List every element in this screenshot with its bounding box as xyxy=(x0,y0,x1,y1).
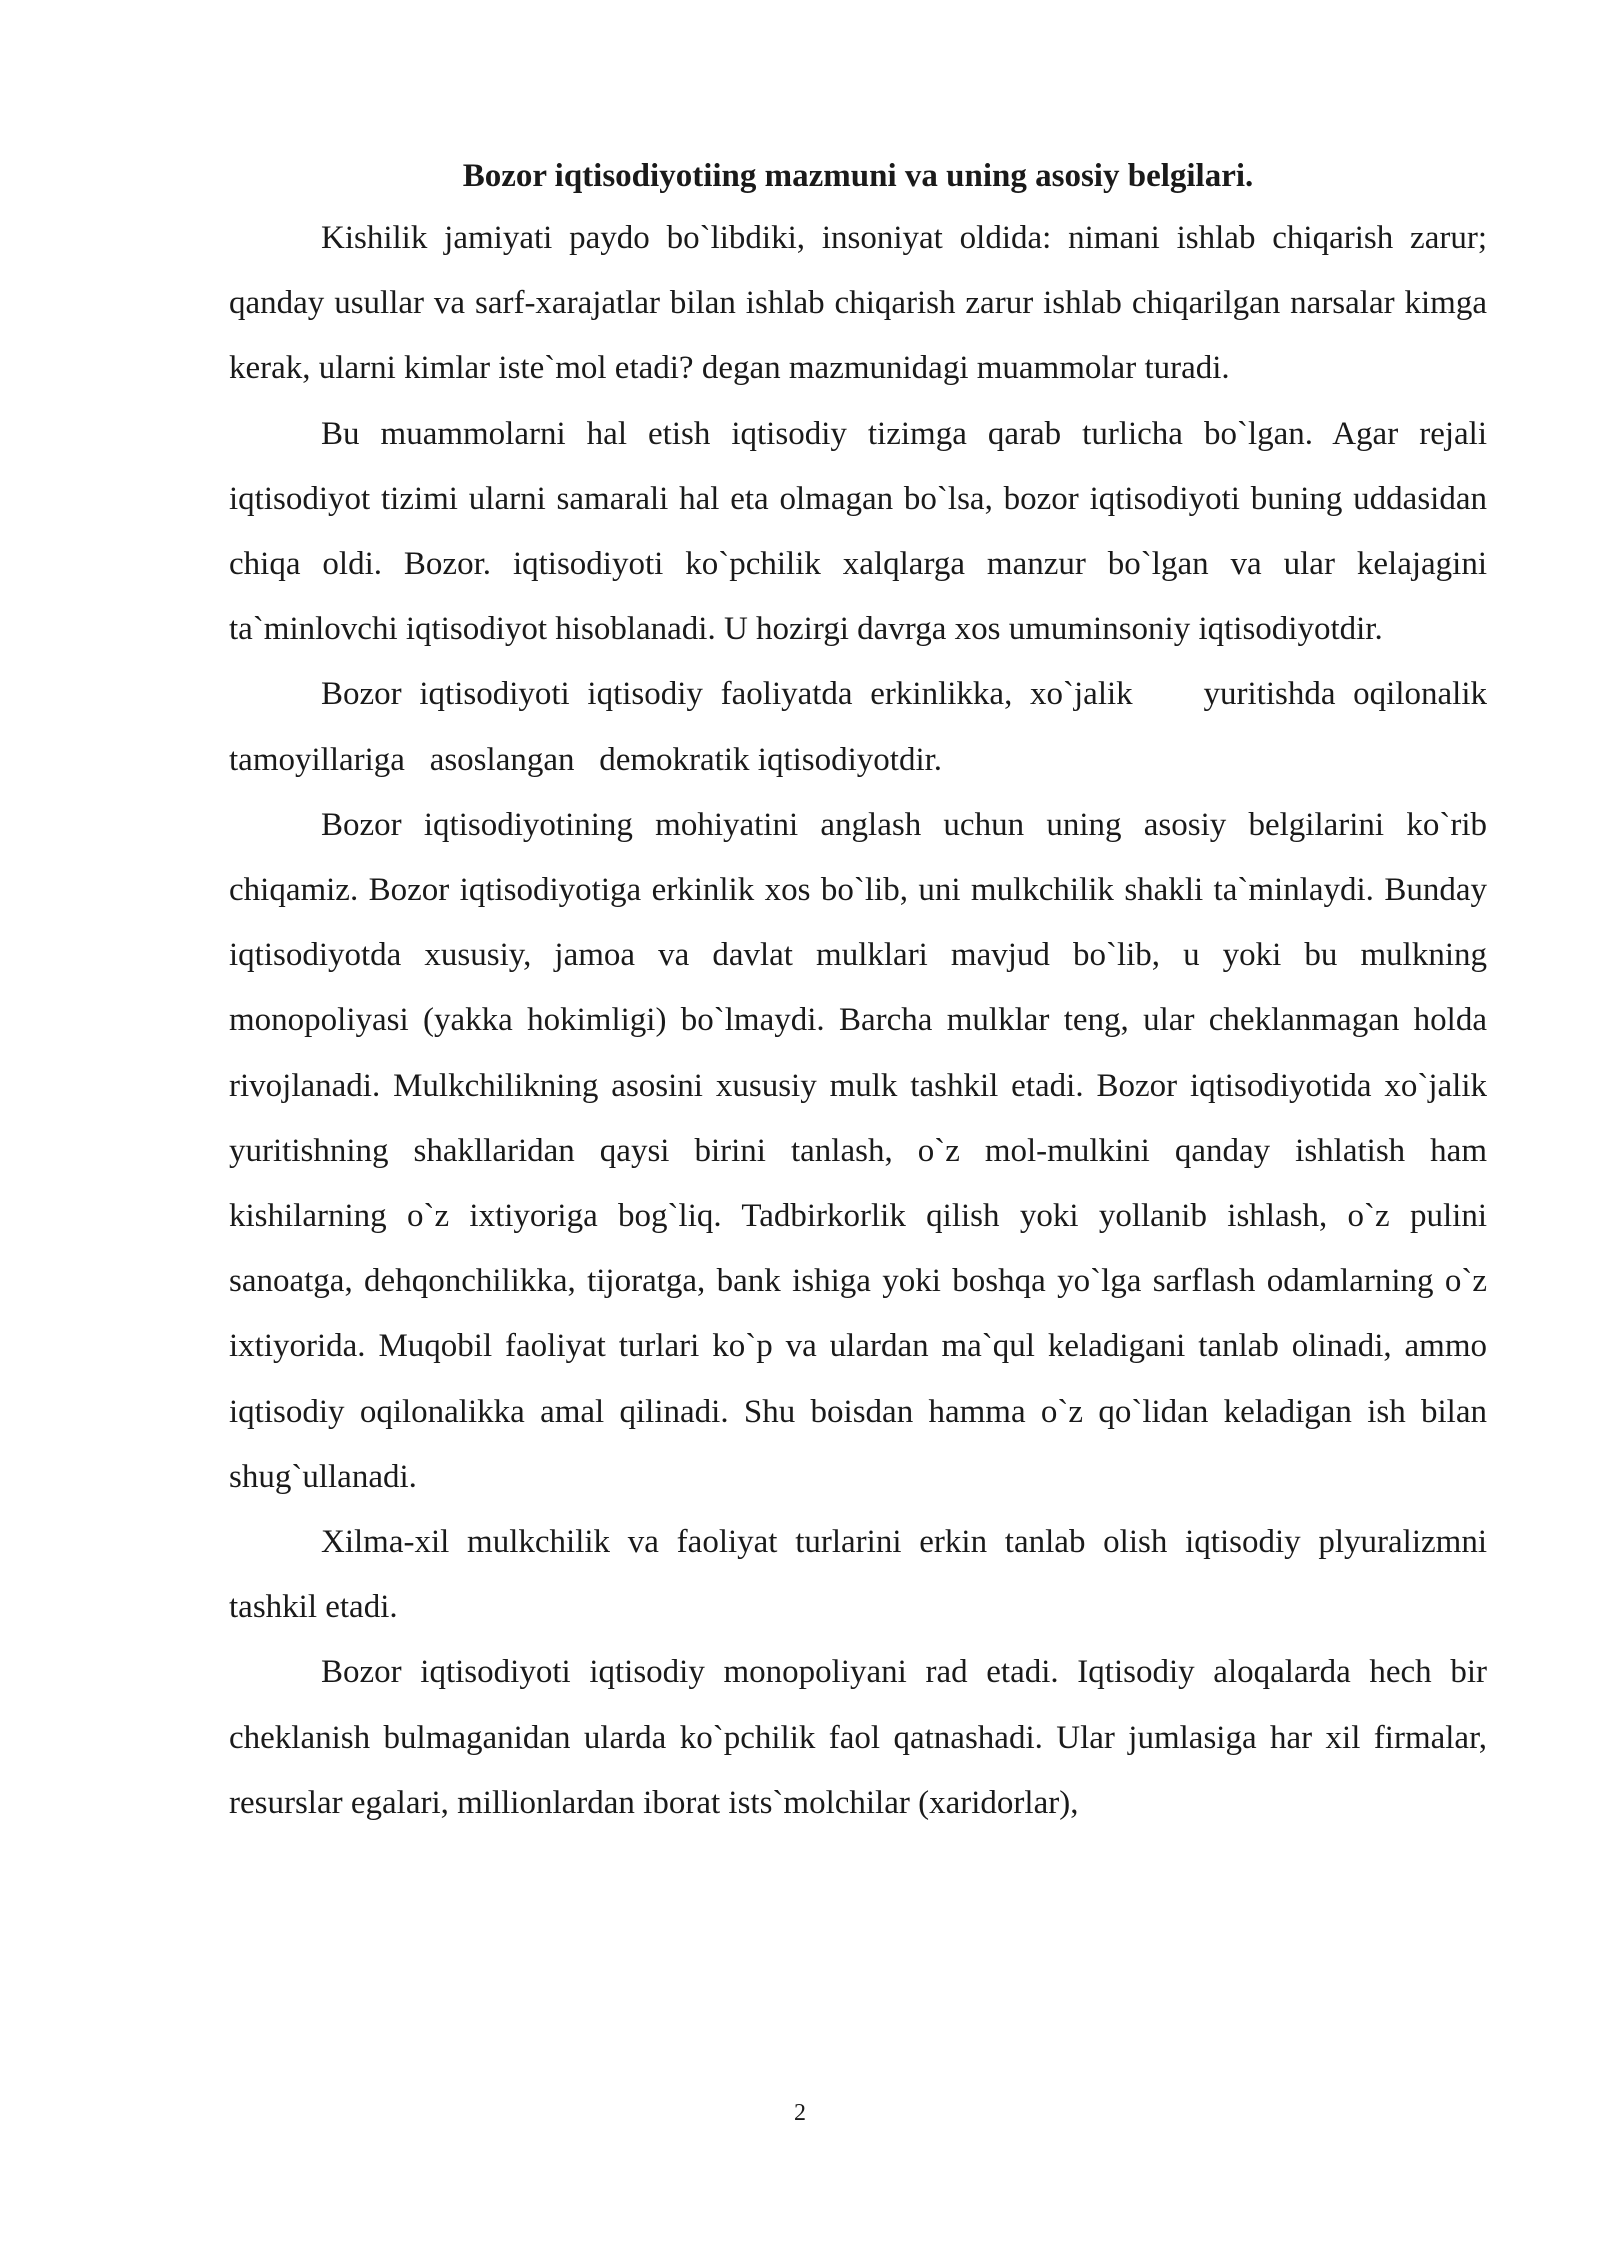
paragraph-4: Bozor iqtisodiyotining mohiyatini anglash uchun uning asosiy belgilarini ko`rib chiqamiz. Bozor iqtisodiyotiga erkinlik xos bo`lib, uni mulkchilik shakli ta`minlaydi. Bunday iqtisodiyotda xususiy, jamoa va davlat mulklari mavjud bo`lib, u yoki bu mulkning monopoliyasi (yakka hokimligi) bo`lmaydi. Barcha mulklar teng, ular cheklanmagan holda rivojlanadi. Mulkchilikning asosini xususiy mulk tashkil etadi. Bozor iqtisodiyotida xo`jalik yuritishning shakllaridan qaysi birini tanlash, o`z mol-mulkini qanday ishlatish ham kishilarning o`z ixtiyoriga bog`liq. Tadbirkorlik qilish yoki yollanib ishlash, o`z pulini sanoatga, dehqonchilikka, tijoratga, bank ishiga yoki boshqa yo`lga sarflash odamlarning o`z ixtiyorida. Muqobil faoliyat turlari ko`p va ulardan ma`qul keladigani tanlab olinadi, ammo iqtisodiy oqilonalikka amal qilinadi. Shu boisdan hamma o`z qo`lidan keladigan ish bilan shug`ullanadi. xyxy=(229,806,1487,1495)
paragraph-6: Bozor iqtisodiyoti iqtisodiy monopoliyani rad etadi. Iqtisodiy aloqalarda hech bir cheklanish bulmaganidan ularda ko`pchilik faol qatnashadi. Ular jumlasiga har xil firmalar, resurslar egalari, millionlardan iborat ists`molchilar (xaridorlar), xyxy=(229,1654,1487,1821)
paragraph-1: Kishilik jamiyati paydo bo`libdiki, insoniyat oldida: nimani ishlab chiqarish zarur; qanday usullar va sarf-xarajatlar bilan ishlab chiqarish zarur ishlab chiqarilgan narsalar kimga kerak, ularni kimlar iste`mol etadi? degan mazmunidagi muammolar turadi. xyxy=(229,220,1487,387)
paragraph-3: Bozor iqtisodiyoti iqtisodiy faoliyatda erkinlikka, xo`jalik yuritishda oqilonalik tamoyillariga asoslangan demokratik iqtisodiyotdir. xyxy=(229,676,1512,778)
document-title: Bozor iqtisodiyotiing mazmuni va uning asosiy belgilari. xyxy=(462,158,1254,194)
document-page xyxy=(229,150,1512,1836)
paragraph-5: Xilma-xil mulkchilik va faoliyat turlarini erkin tanlab olish iqtisodiy plyuralizmni tashkil etadi. xyxy=(229,1524,1487,1626)
paragraph-2: Bu muammolarni hal etish iqtisodiy tizimga qarab turlicha bo`lgan. Agar rejali iqtisodiyot tizimi ularni samarali hal eta olmagan bo`lsa, bozor iqtisodiyoti buning uddasidan chiqa oldi. Bozor. iqtisodiyoti ko`pchilik xalqlarga manzur bo`lgan va ular kelajagini ta`minlovchi iqtisodiyot hisoblanadi. U hozirgi davrga xos umuminsoniy iqtisodiyotdir. xyxy=(229,415,1487,648)
page-number: 2 xyxy=(794,2100,806,2126)
